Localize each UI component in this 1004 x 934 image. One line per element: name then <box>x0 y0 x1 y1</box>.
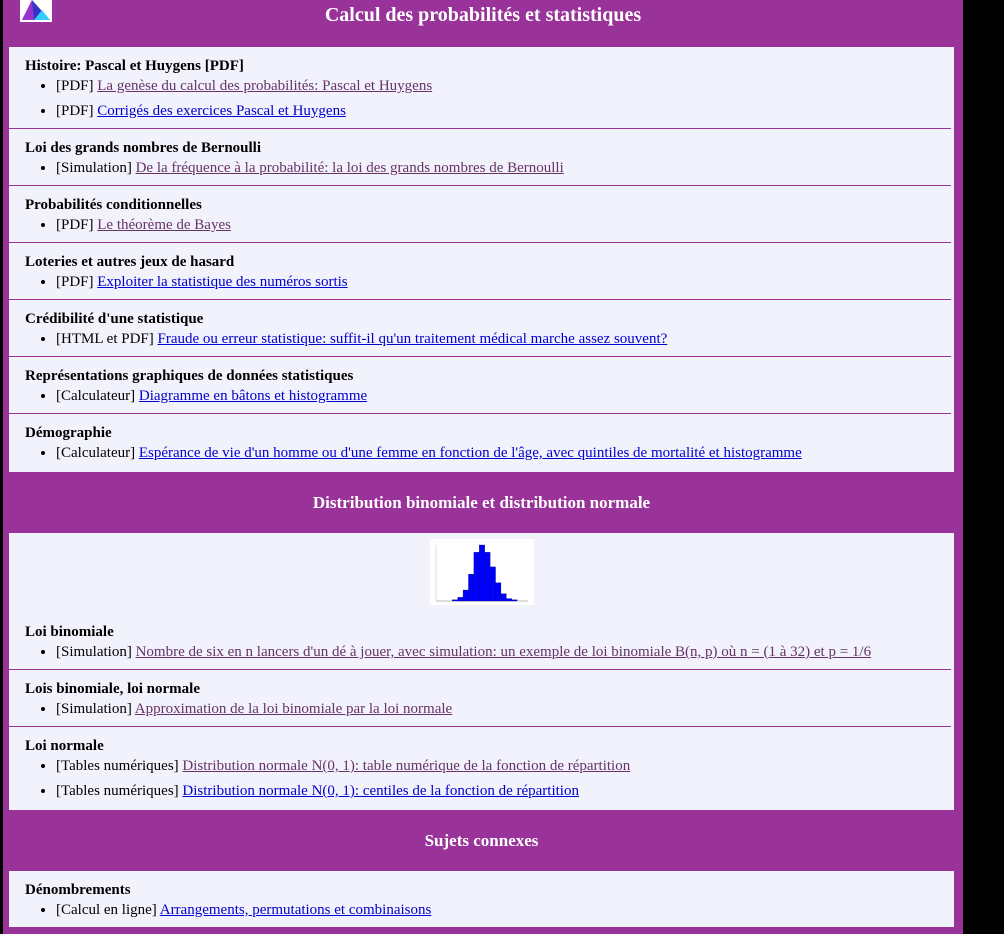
list-item <box>56 781 951 801</box>
list-item <box>56 76 951 96</box>
section-title: Lois binomiale, loi normale <box>25 681 201 697</box>
link-list <box>25 756 951 801</box>
link-list <box>25 699 951 719</box>
list-item <box>56 900 951 920</box>
section <box>9 357 951 414</box>
site-logo[interactable] <box>20 0 52 22</box>
histogram-bar <box>452 600 457 601</box>
resource-type-label: [Calcul en ligne] <box>56 902 157 918</box>
resource-link[interactable]: Espérance de vie d'un homme ou d'une femme en fonction de l'âge, avec quintiles de mortalité et histogramme <box>138 445 802 461</box>
list-item <box>56 329 951 349</box>
link-list <box>25 386 951 406</box>
link-list <box>25 329 951 349</box>
resource-type-label: [Tables numériques] <box>56 758 179 774</box>
link-list <box>25 642 951 662</box>
section-title: Probabilités conditionnelles <box>25 197 202 213</box>
section-group-probabilites <box>9 47 954 470</box>
section-banner-binomiale: Distribution binomiale et distribution normale <box>9 472 954 533</box>
list-item <box>56 699 951 719</box>
resource-type-label: [Simulation] <box>56 644 132 660</box>
section <box>9 243 951 300</box>
binomial-histogram-image <box>430 539 534 605</box>
list-item <box>56 756 951 776</box>
section <box>9 727 951 808</box>
resource-type-label: [PDF] <box>56 103 94 119</box>
content-panel <box>9 47 954 927</box>
section-title: Crédibilité d'une statistique <box>25 311 204 327</box>
section-banner-connexes: Sujets connexes <box>9 810 954 871</box>
histogram-bar <box>457 597 462 601</box>
histogram-bar <box>506 599 511 601</box>
resource-type-label: [Calculateur] <box>56 445 136 461</box>
section <box>9 871 951 927</box>
histogram-bar <box>495 583 500 601</box>
section <box>9 670 951 727</box>
section-title: Loi normale <box>25 738 104 754</box>
resource-link[interactable]: Distribution normale N(0, 1): centiles de la fonction de répartition <box>182 783 579 799</box>
section <box>9 186 951 243</box>
histogram-bar <box>468 574 473 601</box>
histogram-bar <box>490 567 495 601</box>
list-item <box>56 443 951 463</box>
section-title: Démographie <box>25 425 112 441</box>
histogram-bar <box>500 594 505 601</box>
link-list <box>25 158 951 178</box>
histogram-bar <box>463 590 468 601</box>
resource-link[interactable]: Approximation de la loi binomiale par la loi normale <box>134 701 453 717</box>
resource-link[interactable]: Diagramme en bâtons et histogramme <box>138 388 368 404</box>
link-list <box>25 215 951 235</box>
resource-type-label: [HTML et PDF] <box>56 331 154 347</box>
resource-link[interactable]: Exploiter la statistique des numéros sortis <box>97 274 348 290</box>
list-item <box>56 101 951 121</box>
histogram-bar <box>473 552 478 601</box>
link-list <box>25 272 951 292</box>
page-header <box>3 0 963 47</box>
list-item <box>56 272 951 292</box>
list-item <box>56 386 951 406</box>
histogram-bar <box>511 600 516 601</box>
link-list <box>25 443 951 463</box>
section-title: Dénombrements <box>25 882 131 898</box>
resource-type-label: [Simulation] <box>56 701 132 717</box>
section <box>9 414 951 470</box>
resource-link[interactable]: Le théorème de Bayes <box>97 217 231 233</box>
resource-type-label: [Calculateur] <box>56 388 136 404</box>
section-group-binomiale <box>9 613 954 808</box>
histogram-bar <box>484 552 489 601</box>
resource-link[interactable]: Fraude ou erreur statistique: suffit-il qu'un traitement médical marche assez souvent? <box>157 331 668 347</box>
list-item <box>56 642 951 662</box>
section-title: Représentations graphiques de données statistiques <box>25 368 354 384</box>
list-item <box>56 158 951 178</box>
section <box>9 129 951 186</box>
resource-type-label: [Simulation] <box>56 160 132 176</box>
page-frame <box>3 0 963 934</box>
resource-link[interactable]: Corrigés des exercices Pascal et Huygens <box>97 103 346 119</box>
histogram-container <box>9 533 954 613</box>
list-item <box>56 215 951 235</box>
link-list <box>25 900 951 920</box>
section <box>9 47 951 129</box>
resource-link[interactable]: Distribution normale N(0, 1): table numérique de la fonction de répartition <box>182 758 631 774</box>
resource-type-label: [Tables numériques] <box>56 783 179 799</box>
resource-link[interactable]: Arrangements, permutations et combinaisons <box>159 902 432 918</box>
resource-link[interactable]: La genèse du calcul des probabilités: Pascal et Huygens <box>97 78 433 94</box>
resource-link[interactable]: De la fréquence à la probabilité: la loi des grands nombres de Bernoulli <box>135 160 564 176</box>
section-title: Loi des grands nombres de Bernoulli <box>25 140 262 156</box>
resource-type-label: [PDF] <box>56 78 94 94</box>
section-title: Loi binomiale <box>25 624 114 640</box>
page-title: Calcul des probabilités et statistiques <box>324 4 642 26</box>
histogram-bar <box>479 545 484 601</box>
resource-type-label: [PDF] <box>56 274 94 290</box>
section <box>9 613 951 670</box>
link-list <box>25 76 951 121</box>
section-title: Histoire: Pascal et Huygens [PDF] <box>25 58 244 74</box>
section <box>9 300 951 357</box>
section-group-connexes <box>9 871 954 927</box>
resource-link[interactable]: Nombre de six en n lancers d'un dé à jouer, avec simulation: un exemple de loi binomiale B(n, p) où n = (1 à 32) et p = 1/6 <box>135 644 872 660</box>
resource-type-label: [PDF] <box>56 217 94 233</box>
section-title: Loteries et autres jeux de hasard <box>25 254 235 270</box>
